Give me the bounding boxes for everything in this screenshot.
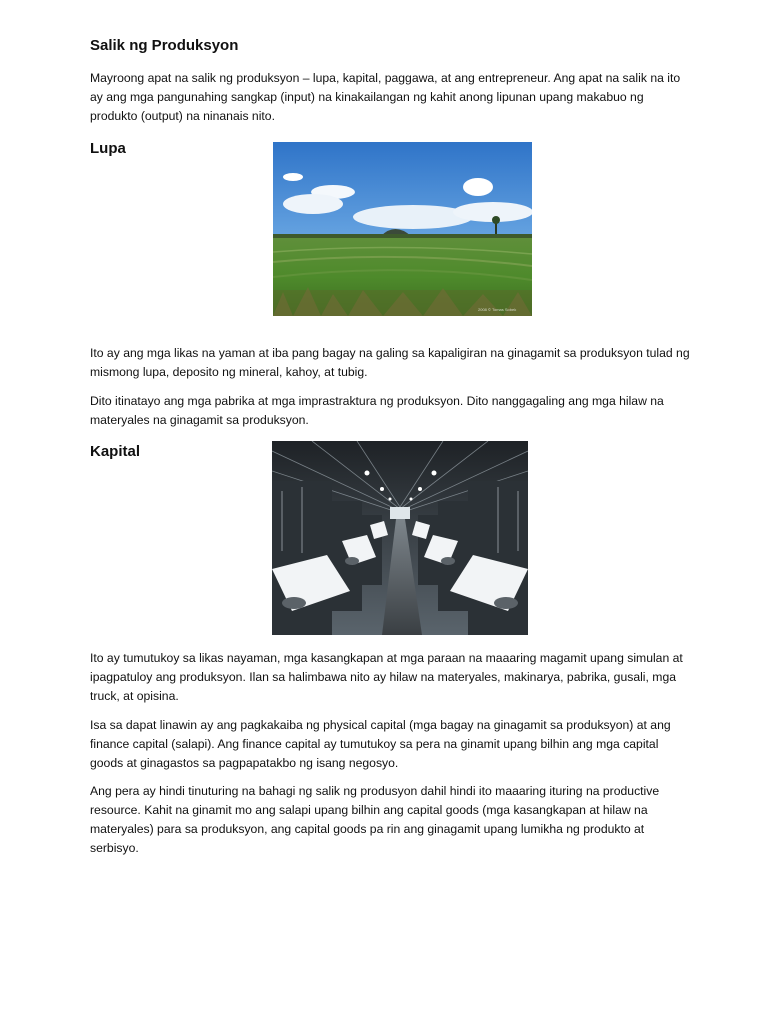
- lupa-paragraph-2: Dito itinatayo ang mga pabrika at mga imprastraktura ng produksyon. Dito nanggagaling ang mga hilaw na materyales na ginagamit sa produksyon.: [90, 394, 664, 427]
- kapital-paragraph-2: Isa sa dapat linawin ay ang pagkakaiba ng physical capital (mga bagay na ginagamit sa produksyon) at ang finance capital (salapi). Ang finance capital ay tumutukoy sa pera na ginamit upang bilhin ang mga capital goods at ginagastos sa pagpapatakbo ng isang negosyo.: [90, 718, 671, 770]
- factory-photo: [272, 441, 528, 635]
- section-heading-lupa: Lupa: [90, 140, 126, 157]
- section-heading-kapital: Kapital: [90, 443, 141, 460]
- intro-paragraph: Mayroong apat na salik ng produksyon – lupa, kapital, paggawa, at ang entrepreneur. Ang apat na salik na ito ay ang mga pangunahing sangkap (input) na kinakailangan ng kahit anong lipunan upang makabuo ng produkto (output) na ninanais nito.: [90, 71, 681, 123]
- kapital-paragraph-3: Ang pera ay hindi tinuturing na bahagi ng salik ng produsyon dahil hindi ito maaaring ituring na productive resource. Kahit na ginamit mo ang salapi upang bilhin ang capital goods (mga kasangkapan at hilaw na materyales) para sa produksyon, ang capital goods pa rin ang ginagamit upang lumikha ng produkto at serbisyo.: [90, 784, 660, 855]
- lupa-paragraph-1: Ito ay ang mga likas na yaman at iba pang bagay na galing sa kapaligiran na ginagamit sa produksyon tulad ng mismong lupa, deposito ng mineral, kahoy, at tubig.: [90, 346, 690, 379]
- landscape-photo: [273, 142, 532, 316]
- document-title: Salik ng Produksyon: [90, 37, 239, 54]
- svg-text:2008 © Tomas Sobek: 2008 © Tomas Sobek: [478, 307, 517, 312]
- kapital-paragraph-1: Ito ay tumutukoy sa likas nayaman, mga kasangkapan at mga paraan na maaaring magamit upang simulan at ipagpatuloy ang produksyon. Ilan sa halimbawa nito ay hilaw na materyales, makinarya, pabrika, gusali, mga truck, at opisina.: [90, 651, 683, 703]
